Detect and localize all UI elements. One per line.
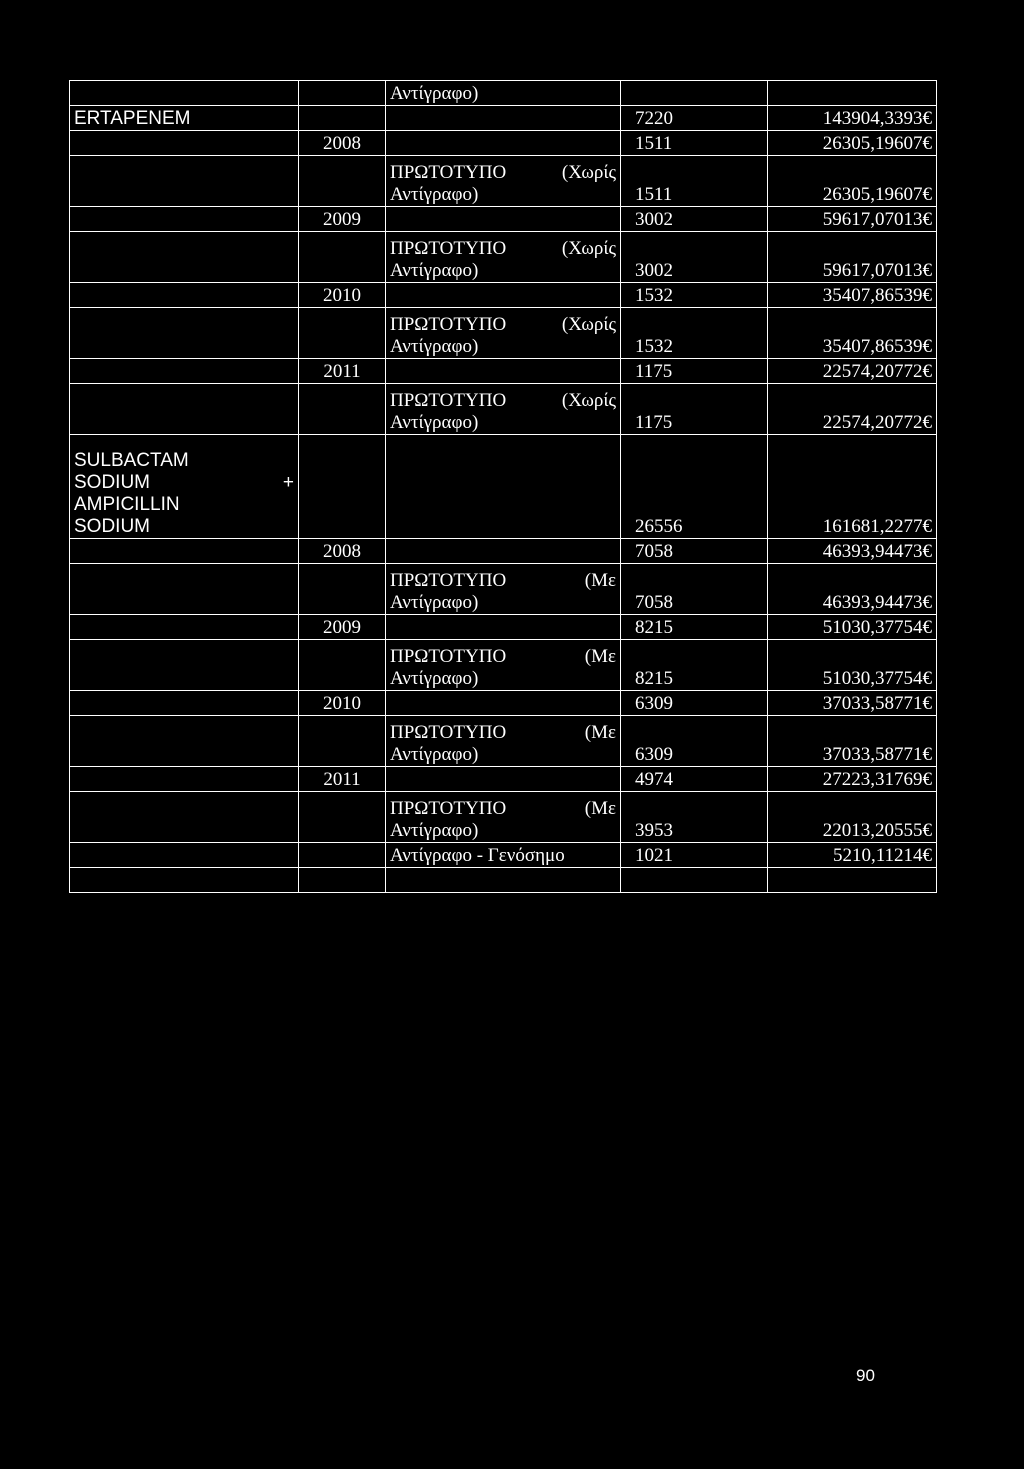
year-cell <box>299 716 386 767</box>
description-cell <box>386 792 621 843</box>
value-cell: 46393,94473€ <box>768 564 937 615</box>
value-cell: 5210,11214€ <box>768 843 937 868</box>
value-cell: 51030,37754€ <box>768 615 937 640</box>
year-cell: 2009 <box>299 207 386 232</box>
table-row <box>70 359 937 384</box>
quantity-cell: 7058 <box>621 539 768 564</box>
quantity-cell <box>621 868 768 893</box>
value-cell: 22574,20772€ <box>768 384 937 435</box>
quantity-cell: 7058 <box>621 564 768 615</box>
description-line: ΠΡΩΤΟΤΥΠΟ (Με <box>390 570 616 591</box>
description-cell <box>386 106 621 131</box>
description-line: ΠΡΩΤΟΤΥΠΟ (Χωρίς <box>390 238 616 259</box>
table-row <box>70 539 937 564</box>
description-cell <box>386 767 621 792</box>
drug-name-cell: ERTAPENEM <box>70 106 299 131</box>
description-cell <box>386 384 621 435</box>
value-cell: 46393,94473€ <box>768 539 937 564</box>
page-number: 90 <box>856 1366 875 1385</box>
table-row <box>70 615 937 640</box>
year-cell <box>299 435 386 539</box>
year-cell <box>299 106 386 131</box>
table-row <box>70 691 937 716</box>
description-cell <box>386 564 621 615</box>
table-row <box>70 106 937 131</box>
quantity-cell: 6309 <box>621 691 768 716</box>
quantity-cell: 26556 <box>621 435 768 539</box>
table-row <box>70 792 937 843</box>
description-cell <box>386 691 621 716</box>
table-row <box>70 156 937 207</box>
description-line: ΠΡΩΤΟΤΥΠΟ (Με <box>390 798 616 819</box>
drug-name-cell <box>70 767 299 792</box>
value-cell: 27223,31769€ <box>768 767 937 792</box>
description-line: Αντίγραφο) <box>390 592 479 613</box>
table-row <box>70 283 937 308</box>
drug-name-cell <box>70 283 299 308</box>
table-row <box>70 564 937 615</box>
year-cell <box>299 232 386 283</box>
description-cell <box>386 843 621 868</box>
table-row <box>70 767 937 792</box>
description-line: ΠΡΩΤΟΤΥΠΟ (Με <box>390 646 616 667</box>
description-cell <box>386 640 621 691</box>
drug-name-cell <box>70 792 299 843</box>
description-line: ΠΡΩΤΟΤΥΠΟ (Χωρίς <box>390 162 616 183</box>
description-cell <box>386 207 621 232</box>
quantity-cell: 1021 <box>621 843 768 868</box>
drug-name-cell <box>70 435 299 539</box>
description-cell <box>386 156 621 207</box>
quantity-cell: 1532 <box>621 283 768 308</box>
quantity-cell: 6309 <box>621 716 768 767</box>
drug-name-cell <box>70 843 299 868</box>
description-line: Αντίγραφο) <box>390 668 479 689</box>
drug-name-cell <box>70 359 299 384</box>
description-line: Αντίγραφο) <box>390 412 479 433</box>
value-cell: 26305,19607€ <box>768 156 937 207</box>
drug-name-cell <box>70 384 299 435</box>
table-row <box>70 384 937 435</box>
description-cell <box>386 232 621 283</box>
drug-name-cell <box>70 564 299 615</box>
year-cell: 2008 <box>299 131 386 156</box>
description-cell <box>386 716 621 767</box>
drug-name-cell <box>70 308 299 359</box>
year-cell: 2010 <box>299 283 386 308</box>
quantity-cell: 1175 <box>621 384 768 435</box>
value-cell: 26305,19607€ <box>768 131 937 156</box>
description-line: Αντίγραφο) <box>390 260 479 281</box>
description-line: Αντίγραφο) <box>390 820 479 841</box>
description-line: Αντίγραφο) <box>390 184 479 205</box>
year-cell <box>299 81 386 106</box>
table-row <box>70 716 937 767</box>
quantity-cell: 3953 <box>621 792 768 843</box>
year-cell: 2011 <box>299 767 386 792</box>
drug-name-cell <box>70 232 299 283</box>
drug-name-cell <box>70 868 299 893</box>
year-cell: 2010 <box>299 691 386 716</box>
drug-name-cell <box>70 156 299 207</box>
drug-name-cell <box>70 691 299 716</box>
drug-name-line: SULBACTAM <box>74 450 189 471</box>
value-cell: 59617,07013€ <box>768 232 937 283</box>
year-cell: 2009 <box>299 615 386 640</box>
value-cell: 35407,86539€ <box>768 308 937 359</box>
description-cell <box>386 435 621 539</box>
year-cell <box>299 640 386 691</box>
drug-name-cell <box>70 716 299 767</box>
drug-name-cell <box>70 615 299 640</box>
value-cell: 37033,58771€ <box>768 716 937 767</box>
description-cell <box>386 308 621 359</box>
year-cell <box>299 564 386 615</box>
value-cell: 22013,20555€ <box>768 792 937 843</box>
drug-name-line: SODIUM + <box>74 472 294 493</box>
table-row <box>70 131 937 156</box>
year-cell: 2011 <box>299 359 386 384</box>
value-cell <box>768 868 937 893</box>
description-cell <box>386 283 621 308</box>
drug-name-cell <box>70 131 299 156</box>
value-cell: 161681,2277€ <box>768 435 937 539</box>
value-cell: 22574,20772€ <box>768 359 937 384</box>
drug-consumption-table <box>69 80 937 893</box>
year-cell <box>299 792 386 843</box>
quantity-cell: 7220 <box>621 106 768 131</box>
year-cell <box>299 308 386 359</box>
value-cell <box>768 81 937 106</box>
table-row <box>70 308 937 359</box>
quantity-cell: 4974 <box>621 767 768 792</box>
quantity-cell <box>621 81 768 106</box>
quantity-cell: 3002 <box>621 232 768 283</box>
description-cell <box>386 81 621 106</box>
description-cell <box>386 615 621 640</box>
table-row <box>70 207 937 232</box>
quantity-cell: 1532 <box>621 308 768 359</box>
quantity-cell: 8215 <box>621 640 768 691</box>
value-cell: 35407,86539€ <box>768 283 937 308</box>
year-cell <box>299 384 386 435</box>
value-cell: 59617,07013€ <box>768 207 937 232</box>
year-cell <box>299 843 386 868</box>
drug-name-cell <box>70 207 299 232</box>
drug-name-cell <box>70 539 299 564</box>
quantity-cell: 1175 <box>621 359 768 384</box>
drug-name-line: SODIUM <box>74 516 150 537</box>
drug-name-cell <box>70 81 299 106</box>
year-cell: 2008 <box>299 539 386 564</box>
description-line: ΠΡΩΤΟΤΥΠΟ (Χωρίς <box>390 314 616 335</box>
description-cell <box>386 539 621 564</box>
table-row <box>70 868 937 893</box>
value-cell: 143904,3393€ <box>768 106 937 131</box>
description-line: ΠΡΩΤΟΤΥΠΟ (Χωρίς <box>390 390 616 411</box>
year-cell <box>299 868 386 893</box>
quantity-cell: 8215 <box>621 615 768 640</box>
description-line: ΠΡΩΤΟΤΥΠΟ (Με <box>390 722 616 743</box>
value-cell: 37033,58771€ <box>768 691 937 716</box>
description-line: Αντίγραφο) <box>390 744 479 765</box>
description-cell <box>386 868 621 893</box>
description-cell <box>386 131 621 156</box>
description-line: Αντίγραφο) <box>390 83 479 104</box>
value-cell: 51030,37754€ <box>768 640 937 691</box>
table-row <box>70 843 937 868</box>
description-line: Αντίγραφο) <box>390 336 479 357</box>
table-body <box>70 81 937 893</box>
table-row <box>70 81 937 106</box>
quantity-cell: 1511 <box>621 131 768 156</box>
table-row <box>70 435 937 539</box>
table-row <box>70 640 937 691</box>
drug-name-cell <box>70 640 299 691</box>
quantity-cell: 3002 <box>621 207 768 232</box>
drug-name-line: AMPICILLIN <box>74 494 180 515</box>
description-line: Αντίγραφο - Γενόσημο <box>390 845 565 866</box>
description-cell <box>386 359 621 384</box>
table-row <box>70 232 937 283</box>
year-cell <box>299 156 386 207</box>
quantity-cell: 1511 <box>621 156 768 207</box>
